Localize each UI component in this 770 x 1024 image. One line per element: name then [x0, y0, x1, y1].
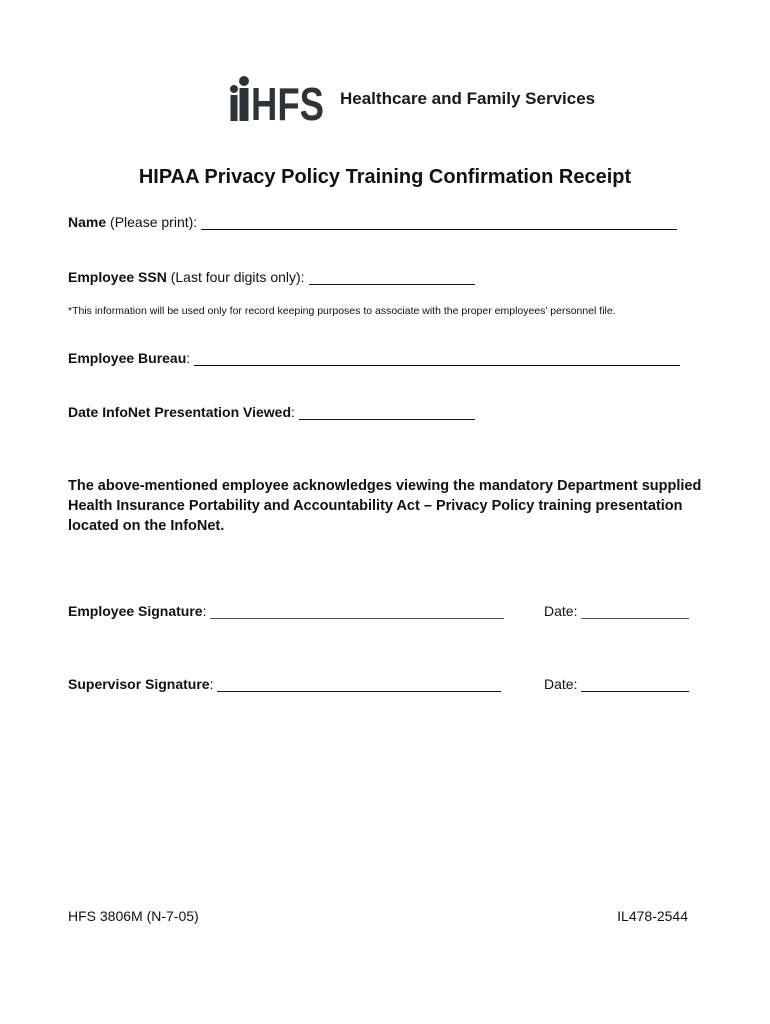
supervisor-signature-label: Supervisor Signature [68, 676, 210, 692]
hfs-logo [226, 76, 326, 130]
employee-date-suffix: : [573, 603, 578, 619]
employee-signature-field [68, 603, 504, 619]
ssn-field [68, 269, 475, 285]
employee-signature-suffix: : [202, 603, 207, 619]
supervisor-date-field [544, 676, 689, 692]
form-number: HFS 3806M (N-7-05) [68, 908, 199, 924]
date-viewed-input-line[interactable] [299, 405, 475, 420]
name-input-line[interactable] [201, 215, 677, 230]
date-viewed-suffix: : [291, 404, 295, 420]
supervisor-signature-line[interactable] [217, 677, 501, 692]
ssn-hint: (Last four digits only): [166, 269, 305, 285]
supervisor-date-suffix: : [573, 676, 578, 692]
ssn-input-line[interactable] [309, 270, 475, 285]
supervisor-signature-field [68, 676, 501, 692]
ssn-note: *This information will be used only for record keeping purposes to associate with the proper employees’ personnel file. [68, 305, 616, 317]
employee-date-line[interactable] [581, 604, 689, 619]
ssn-label: Employee SSN [68, 269, 167, 285]
employee-date-label: Date [544, 603, 574, 619]
acknowledgement-text: The above-mentioned employee acknowledges viewing the mandatory Department supplied Health Insurance Portability and Accountability Act – Privacy Policy training presentation located on the InfoNet. [68, 478, 702, 534]
name-hint: (Please print): [106, 214, 198, 230]
employee-signature-line[interactable] [210, 604, 504, 619]
bureau-suffix: : [186, 350, 191, 366]
bureau-input-line[interactable] [194, 351, 680, 366]
bureau-field [68, 350, 680, 366]
employee-date-field [544, 603, 689, 619]
name-field [68, 214, 677, 230]
org-name: Healthcare and Family Services [340, 89, 596, 108]
name-label: Name [68, 214, 107, 230]
supervisor-date-line[interactable] [581, 677, 689, 692]
bureau-label: Employee Bureau [68, 350, 187, 366]
employee-signature-label: Employee Signature [68, 603, 203, 619]
page-title: HIPAA Privacy Policy Training Confirmation Receipt [138, 166, 632, 188]
date-viewed-field [68, 404, 475, 420]
date-viewed-label: Date InfoNet Presentation Viewed [68, 404, 292, 420]
supervisor-date-label: Date [544, 676, 574, 692]
logo-text: HFS [251, 78, 324, 130]
supervisor-signature-suffix: : [209, 676, 214, 692]
form-code: IL478-2544 [617, 908, 688, 924]
